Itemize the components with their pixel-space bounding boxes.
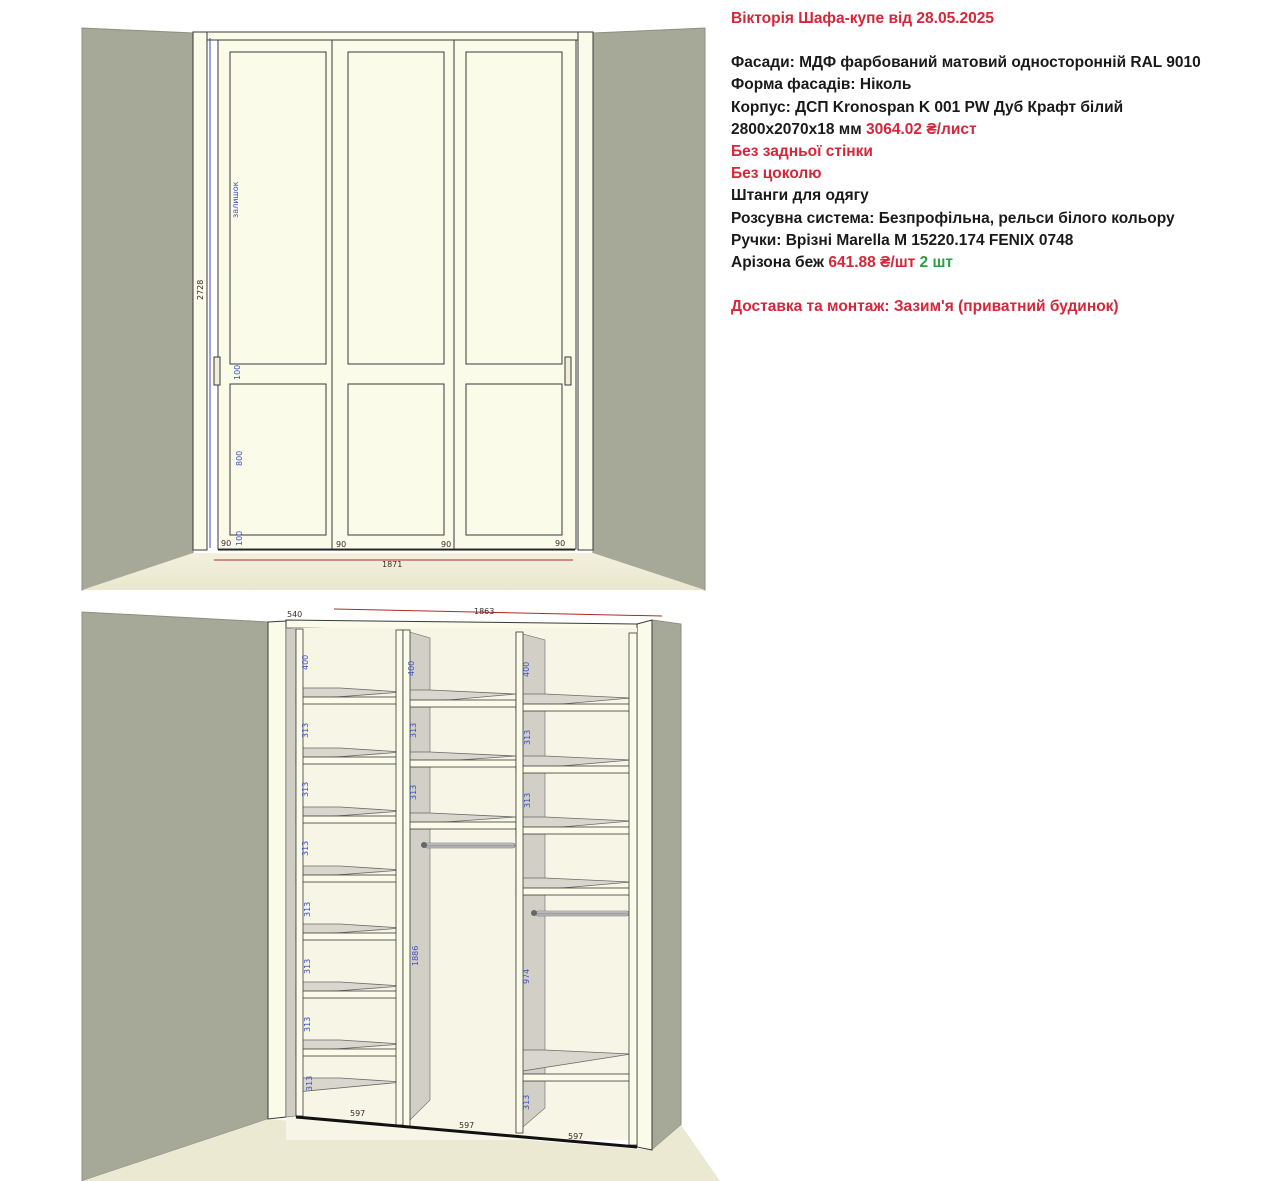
section-width-middle: 597 bbox=[459, 1121, 475, 1130]
spec-handle-model: Арізона беж bbox=[731, 254, 825, 272]
right-inner-post bbox=[629, 633, 637, 1145]
spec-handle-qty: 2 шт bbox=[919, 254, 953, 272]
right-dim-2: 313 bbox=[523, 729, 532, 745]
right-dim-5: 313 bbox=[522, 1094, 531, 1110]
section-width-left: 597 bbox=[350, 1109, 366, 1118]
remainder-label: залишок bbox=[231, 181, 240, 218]
rail-dimension-top: 100 bbox=[233, 364, 242, 380]
spec-body: Корпус: ДСП Kronospan K 001 PW Дуб Крафт білий bbox=[731, 98, 1124, 116]
gap-dimension-4: 90 bbox=[555, 539, 566, 548]
front-view bbox=[82, 28, 705, 590]
spec-body-size: 2800x2070x18 мм bbox=[731, 120, 862, 138]
spec-facade-shape: Форма фасадів: Ніколь bbox=[731, 76, 912, 94]
front-top-panel bbox=[207, 32, 578, 40]
spec-body-size-line bbox=[731, 119, 1271, 141]
middle-dim-2: 313 bbox=[409, 722, 418, 738]
gap-dimension-2: 90 bbox=[336, 540, 347, 549]
door-right bbox=[454, 40, 576, 549]
middle-clothes-rod bbox=[425, 843, 515, 848]
middle-dim-3: 313 bbox=[409, 784, 418, 800]
spec-rods: Штанги для одягу bbox=[731, 187, 869, 205]
left-column-inner-face bbox=[286, 628, 296, 1117]
divider-1-front bbox=[403, 630, 410, 1127]
handle-left bbox=[214, 357, 220, 385]
height-dimension: 2728 bbox=[196, 279, 205, 300]
inside-width-dimension: 1863 bbox=[474, 607, 495, 616]
left-dim-7: 313 bbox=[303, 1016, 312, 1032]
spec-no-back: Без задньої стінки bbox=[731, 143, 873, 161]
spec-handle-price: 641.88 ₴/шт bbox=[828, 254, 916, 272]
spec-gap-2 bbox=[731, 274, 1271, 296]
specification-text bbox=[731, 8, 1271, 318]
right-dim-4: 974 bbox=[522, 968, 531, 984]
divider-2-front bbox=[516, 632, 523, 1133]
inside-right-wall bbox=[652, 620, 681, 1150]
width-dimension: 1871 bbox=[382, 560, 403, 569]
right-dim-1: 400 bbox=[522, 661, 531, 677]
door-middle bbox=[332, 40, 459, 549]
spec-sliding: Розсувна система: Безпрофільна, рельси білого кольору bbox=[731, 209, 1175, 227]
front-right-wall bbox=[593, 28, 705, 590]
left-dim-1: 400 bbox=[301, 654, 310, 670]
middle-dim-4: 1886 bbox=[411, 945, 420, 966]
spec-title: Вікторія Шафа-купе від 28.05.2025 bbox=[731, 10, 995, 27]
rail-dimension-bottom: 100 bbox=[235, 530, 244, 546]
spec-delivery: Доставка та монтаж: Зазим'я (приватний будинок) bbox=[731, 298, 1119, 316]
middle-rod-holder bbox=[421, 842, 427, 848]
left-dim-8: 313 bbox=[305, 1075, 314, 1091]
inside-left-side-panel bbox=[268, 621, 286, 1119]
left-dim-2: 313 bbox=[301, 722, 310, 738]
left-dim-5: 313 bbox=[303, 901, 312, 917]
left-dim-4: 313 bbox=[301, 840, 310, 856]
spec-body-price: 3064.02 ₴/лист bbox=[866, 120, 977, 138]
spec-no-plinth: Без цоколю bbox=[731, 165, 822, 183]
spec-gap bbox=[731, 30, 1271, 52]
inside-left-wall bbox=[82, 612, 268, 1181]
front-left-wall bbox=[82, 28, 193, 590]
gap-dimension-1: 90 bbox=[221, 539, 232, 548]
left-dim-3: 313 bbox=[301, 781, 310, 797]
gap-dimension-3: 90 bbox=[441, 540, 452, 549]
depth-dimension: 540 bbox=[287, 610, 303, 619]
right-dim-3: 313 bbox=[523, 792, 532, 808]
inside-view bbox=[82, 607, 720, 1181]
handle-right bbox=[565, 357, 571, 385]
spec-handle-line bbox=[731, 252, 1271, 274]
inside-right-side-panel bbox=[637, 620, 652, 1150]
left-dim-6: 313 bbox=[303, 958, 312, 974]
door-left bbox=[218, 40, 339, 549]
middle-dim-1: 400 bbox=[407, 660, 416, 676]
inside-width-dimension-line bbox=[334, 609, 662, 616]
right-rod-holder bbox=[531, 910, 537, 916]
panel-dimension: 800 bbox=[235, 450, 244, 466]
spec-facades: Фасади: МДФ фарбований матовий односторонній RAL 9010 bbox=[731, 54, 1201, 72]
spec-handles: Ручки: Врізні Marella M 15220.174 FENIX 0748 bbox=[731, 231, 1074, 249]
right-clothes-rod bbox=[536, 911, 629, 916]
section-width-right: 597 bbox=[568, 1132, 584, 1141]
front-right-side-panel bbox=[578, 32, 593, 550]
